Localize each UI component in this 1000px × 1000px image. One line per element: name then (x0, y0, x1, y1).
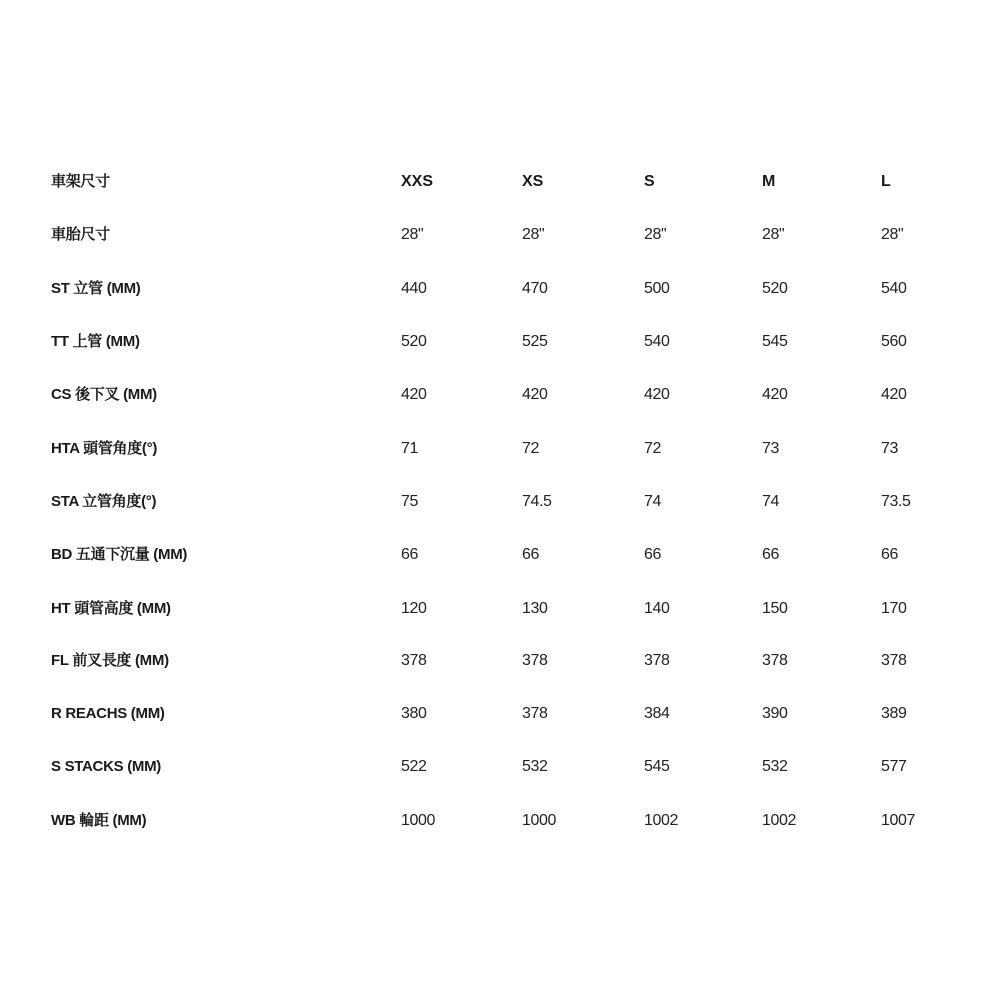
value-cell: 66 (881, 546, 898, 563)
row-label: HTA 頭管角度(°) (51, 440, 158, 457)
value-cell: 560 (881, 333, 907, 350)
value-cell: 545 (644, 758, 670, 775)
value-cell: 525 (522, 333, 548, 350)
table-row (0, 752, 1000, 782)
value-cell: 66 (522, 546, 539, 563)
value-cell: 72 (522, 440, 539, 457)
row-label: R REACHS (MM) (51, 705, 165, 722)
value-cell: 378 (522, 705, 548, 722)
value-cell: 66 (762, 546, 779, 563)
row-label: CS 後下叉 (MM) (51, 386, 157, 403)
value-cell: 72 (644, 440, 661, 457)
value-cell: 1007 (881, 812, 915, 829)
table-row (0, 220, 1000, 250)
value-cell: 532 (762, 758, 788, 775)
value-cell: 378 (401, 652, 427, 669)
value-cell: 378 (644, 652, 670, 669)
value-cell: 74.5 (522, 493, 552, 510)
value-cell: 420 (522, 386, 548, 403)
row-label: TT 上管 (MM) (51, 333, 140, 350)
value-cell: 1000 (401, 812, 435, 829)
size-header-s: S (644, 173, 655, 190)
value-cell: 120 (401, 600, 427, 617)
value-cell: 170 (881, 600, 907, 617)
value-cell: 28" (762, 226, 785, 243)
table-row (0, 434, 1000, 464)
table-row (0, 540, 1000, 570)
value-cell: 384 (644, 705, 670, 722)
value-cell: 522 (401, 758, 427, 775)
size-header-l: L (881, 173, 891, 190)
value-cell: 73 (881, 440, 898, 457)
value-cell: 380 (401, 705, 427, 722)
table-row (0, 646, 1000, 676)
value-cell: 500 (644, 280, 670, 297)
table-row (0, 274, 1000, 304)
value-cell: 378 (762, 652, 788, 669)
header-label: 車架尺寸 (51, 173, 110, 190)
value-cell: 420 (644, 386, 670, 403)
value-cell: 150 (762, 600, 788, 617)
row-label: BD 五通下沉量 (MM) (51, 546, 188, 563)
value-cell: 420 (762, 386, 788, 403)
value-cell: 540 (644, 333, 670, 350)
value-cell: 540 (881, 280, 907, 297)
value-cell: 420 (401, 386, 427, 403)
value-cell: 389 (881, 705, 907, 722)
value-cell: 28" (644, 226, 667, 243)
value-cell: 28" (881, 226, 904, 243)
value-cell: 66 (644, 546, 661, 563)
value-cell: 71 (401, 440, 418, 457)
size-header-xs: XS (522, 173, 544, 190)
value-cell: 440 (401, 280, 427, 297)
header-row (0, 167, 1000, 197)
table-row (0, 327, 1000, 357)
value-cell: 66 (401, 546, 418, 563)
value-cell: 1002 (762, 812, 796, 829)
value-cell: 577 (881, 758, 907, 775)
row-label: 車胎尺寸 (51, 226, 110, 243)
value-cell: 28" (522, 226, 545, 243)
value-cell: 74 (762, 493, 779, 510)
value-cell: 130 (522, 600, 548, 617)
value-cell: 74 (644, 493, 661, 510)
value-cell: 73.5 (881, 493, 911, 510)
value-cell: 470 (522, 280, 548, 297)
value-cell: 140 (644, 600, 670, 617)
value-cell: 532 (522, 758, 548, 775)
value-cell: 1002 (644, 812, 678, 829)
row-label: S STACKS (MM) (51, 758, 161, 775)
value-cell: 390 (762, 705, 788, 722)
value-cell: 520 (401, 333, 427, 350)
row-label: ST 立管 (MM) (51, 280, 141, 297)
table-row (0, 487, 1000, 517)
table-row (0, 380, 1000, 410)
size-header-xxs: XXS (401, 173, 434, 190)
size-header-m: M (762, 173, 776, 190)
row-label: FL 前叉長度 (MM) (51, 652, 169, 669)
table-row (0, 699, 1000, 729)
value-cell: 73 (762, 440, 779, 457)
row-label: HT 頭管高度 (MM) (51, 600, 171, 617)
table-row (0, 594, 1000, 624)
value-cell: 1000 (522, 812, 556, 829)
value-cell: 378 (522, 652, 548, 669)
table-row (0, 806, 1000, 836)
value-cell: 28" (401, 226, 424, 243)
value-cell: 378 (881, 652, 907, 669)
value-cell: 545 (762, 333, 788, 350)
row-label: STA 立管角度(°) (51, 493, 157, 510)
value-cell: 420 (881, 386, 907, 403)
value-cell: 520 (762, 280, 788, 297)
value-cell: 75 (401, 493, 418, 510)
row-label: WB 輪距 (MM) (51, 812, 147, 829)
